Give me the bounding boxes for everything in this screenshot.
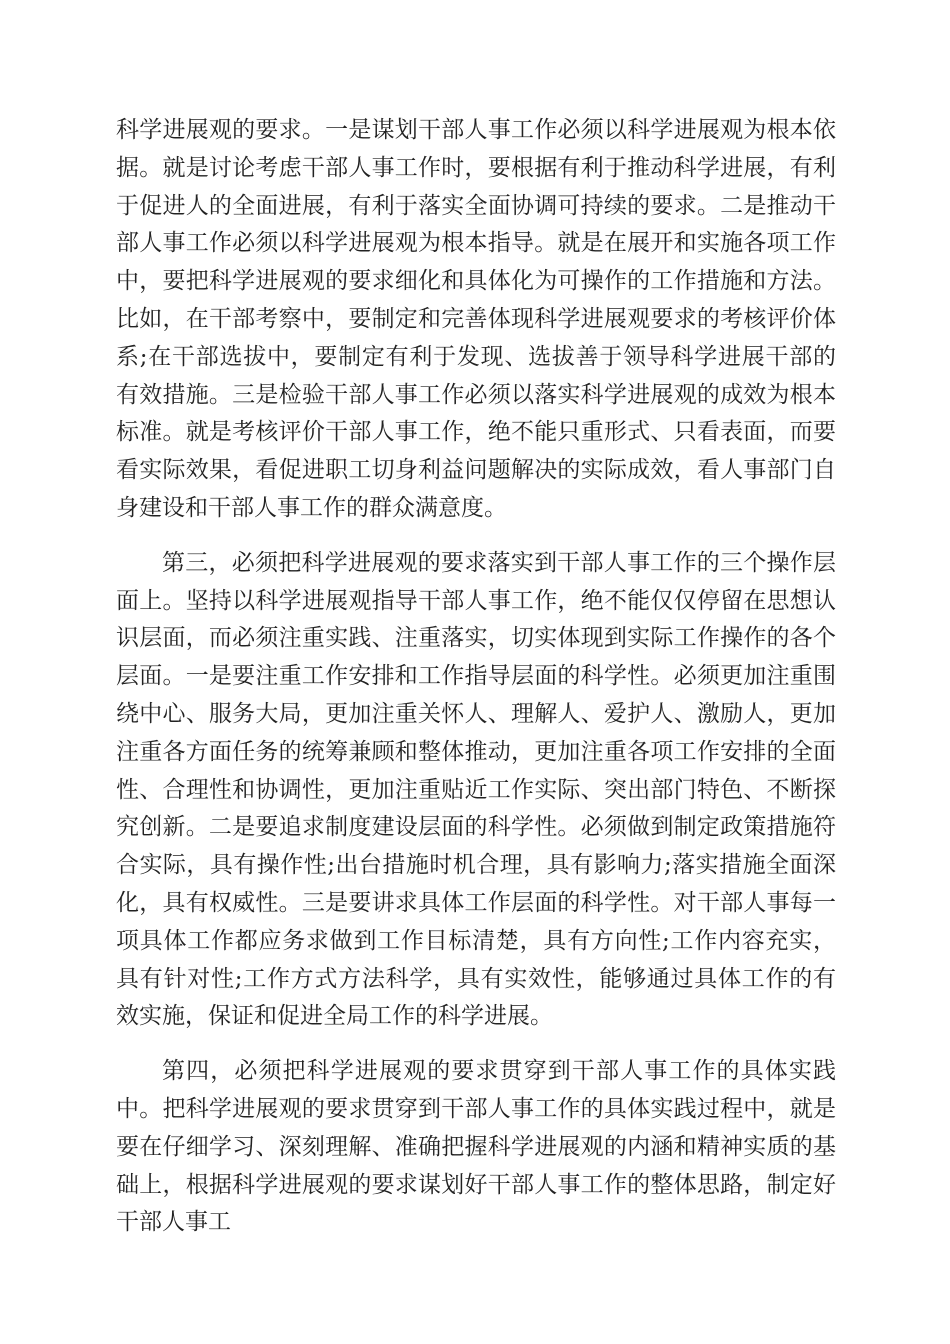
paragraph-2: 第三，必须把科学进展观的要求落实到干部人事工作的三个操作层面上。坚持以科学进展观指导干部人事工作，绝不能仅仅停留在思想认识层面，而必须注重实践、注重落实，切实体现到实际工作操作的各个层面。一是要注重工作安排和工作指导层面的科学性。必须更加注重围绕中心、服务大局，更加注重关怀人、理解人、爱护人、激励人，更加注重各方面任务的统筹兼顾和整体推动，更加注重各项工作安排的全面性、合理性和协调性，更加注重贴近工作实际、突出部门特色、不断探究创新。二是要追求制度建设层面的科学性。必须做到制定政策措施符合实际，具有操作性;出台措施时机合理，具有影响力;落实措施全面深化，具有权威性。三是要讲求具体工作层面的科学性。对干部人事每一项具体工作都应务求做到工作目标清楚，具有方向性;工作内容充实，具有针对性;工作方式方法科学，具有实效性，能够通过具体工作的有效实施，保证和促进全局工作的科学进展。 [116,549,836,1030]
paragraph-1: 科学进展观的要求。一是谋划干部人事工作必须以科学进展观为根本依据。就是讨论考虑干部人事工作时，要根据有利于推动科学进展，有利于促进人的全面进展，有利于落实全面协调可持续的要求。二是推动干部人事工作必须以科学进展观为根本指导。就是在展开和实施各项工作中，要把科学进展观的要求细化和具体化为可操作的工作措施和方法。比如，在干部考察中，要制定和完善体现科学进展观要求的考核评价体系;在干部选拔中，要制定有利于发现、选拔善于领导科学进展干部的有效措施。三是检验干部人事工作必须以落实科学进展观的成效为根本标准。就是考核评价干部人事工作，绝不能只重形式、只看表面，而要看实际效果，看促进职工切身利益问题解决的实际成效，看人事部门自身建设和干部人事工作的群众满意度。 [116,117,836,521]
paragraph-3: 第四，必须把科学进展观的要求贯穿到干部人事工作的具体实践中。把科学进展观的要求贯穿到干部人事工作的具体实践过程中，就是要在仔细学习、深刻理解、准确把握科学进展观的内涵和精神实质的基础上，根据科学进展观的要求谋划好干部人事工作的整体思路，制定好干部人事工 [116,1058,836,1236]
document-body [116,112,836,1259]
